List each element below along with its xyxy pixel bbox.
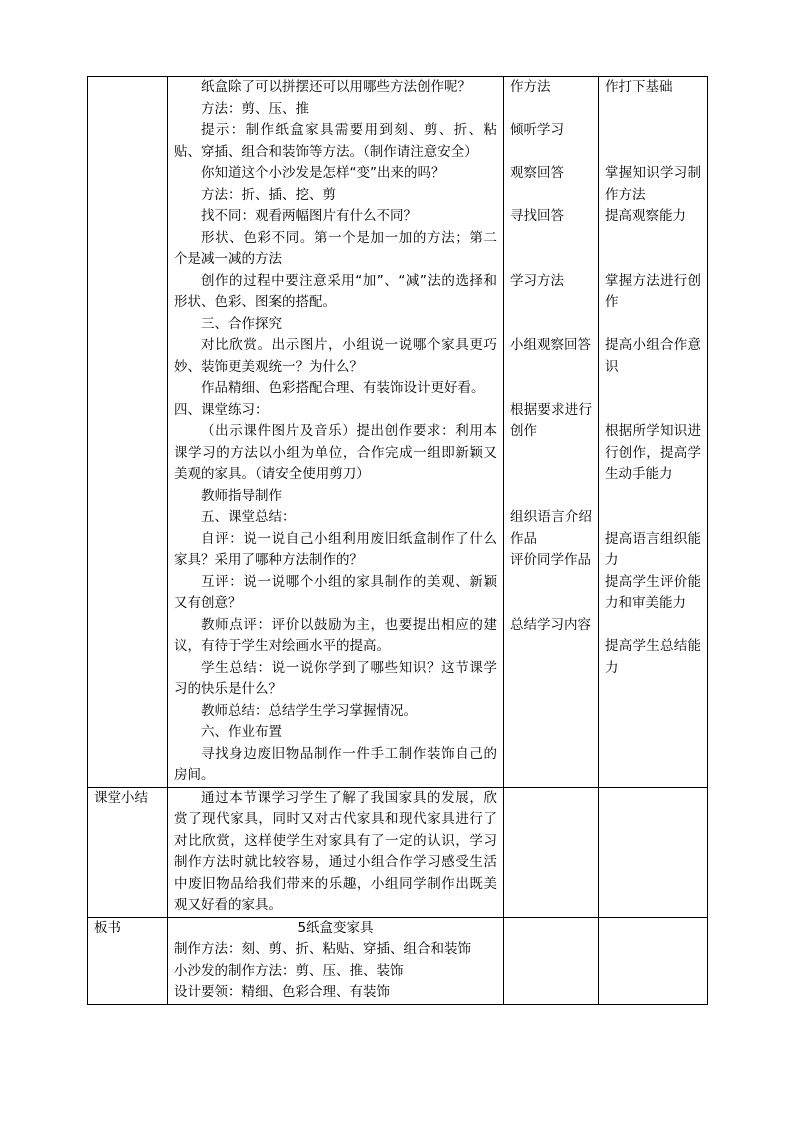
process-paragraph: 四、课堂练习： (174, 401, 269, 418)
spacer (510, 378, 592, 400)
spacer (605, 615, 701, 637)
summary-row (88, 787, 708, 917)
student-activity-item: 评价同学作品 (510, 552, 591, 568)
process-paragraph: 方法：剪、压、推 (201, 100, 309, 117)
student-activity-cell (504, 77, 599, 788)
process-paragraph: 寻找身边废旧物品制作一件手工制作装饰自己的房间。 (174, 745, 497, 783)
board-label: 板书 (88, 917, 168, 1004)
design-intent-item: 提高观察能力 (605, 208, 686, 224)
process-paragraph: 六、作业布置 (201, 724, 282, 740)
spacer (605, 249, 701, 271)
process-paragraph: 五、课堂总结： (201, 509, 296, 525)
spacer (510, 249, 592, 271)
process-paragraph: （出示课件图片及音乐）提出创作要求：利用本课学习的方法以小组为单位，合作完成一组即新颖又美观的家具。（请安全使用剪刀） (174, 423, 497, 482)
spacer (605, 314, 701, 336)
process-paragraph: 形状、色彩不同。第一个是加一加的方法；第二个是减一减的方法 (174, 229, 497, 267)
board-row (88, 917, 708, 1004)
process-row (88, 77, 708, 788)
spacer (605, 507, 701, 529)
student-activity-item: 寻找回答 (510, 208, 564, 224)
summary-empty-cell (504, 787, 599, 917)
design-intent-item: 提高小组合作意识 (605, 337, 701, 375)
process-main-cell (168, 77, 504, 788)
process-paragraph: 教师总结：总结学生学习掌握情况。 (201, 702, 417, 719)
design-intent-item: 掌握知识学习制作方法 (605, 165, 701, 203)
spacer (510, 486, 592, 508)
spacer (510, 314, 592, 336)
spacer (510, 464, 592, 486)
lesson-plan-table (87, 76, 708, 1005)
spacer (605, 120, 701, 142)
process-paragraph: 学生总结：说一说你学到了哪些知识？这节课学习的快乐是什么？ (174, 659, 497, 697)
board-empty-cell-2 (599, 917, 708, 1004)
design-intent-item: 根据所学知识进行创作，提高学生动手能力 (605, 423, 701, 482)
process-paragraph: 自评：说一说自己小组利用废旧纸盒制作了什么家具？采用了哪种方法制作的？ (174, 530, 497, 568)
spacer (510, 142, 592, 164)
spacer (510, 185, 592, 207)
board-line: 小沙发的制作方法：剪、压、推、装饰 (174, 962, 404, 979)
design-intent-item: 提高学生总结能力 (605, 638, 701, 676)
summary-text: 通过本节课学习学生了解了我国家具的发展，欣赏了现代家具，同时又对古代家具和现代家具进行了对比欣赏，这样使学生对家具有了一定的认识，学习制作方法时就比较容易，通过小组合作学习感受生活中废旧物品给我们带来的乐趣，小组同学制作出既美观又好看的家具。 (174, 789, 497, 913)
student-activity-item: 小组观察回答 (510, 337, 591, 353)
spacer (605, 99, 701, 121)
spacer (510, 443, 592, 465)
design-intent-item: 掌握方法进行创作 (605, 272, 701, 310)
process-paragraph: 提示：制作纸盒家具需要用到刻、剪、折、粘贴、穿插、组合和装饰等方法。（制作请注意安全） (174, 122, 497, 160)
design-intent-cell (599, 77, 708, 788)
board-empty-cell (504, 917, 599, 1004)
spacer (510, 357, 592, 379)
process-paragraph: 教师指导制作 (201, 487, 282, 504)
process-paragraph: 教师点评：评价以鼓励为主，也要提出相应的建议，有待于学生对绘画水平的提高。 (174, 616, 497, 654)
spacer (605, 378, 701, 400)
spacer (510, 593, 592, 615)
design-intent-item: 提高学生评价能力和审美能力 (605, 573, 701, 611)
student-activity-item: 观察回答 (510, 165, 564, 181)
student-activity-item: 倾听学习 (510, 122, 564, 138)
process-paragraph: 创作的过程中要注意采用“加”、“减”法的选择和形状、色彩、图案的搭配。 (174, 272, 497, 310)
board-cell (168, 917, 504, 1004)
student-activity-item: 学习方法 (510, 272, 564, 289)
process-paragraph: 互评：说一说哪个小组的家具制作的美观、新颖又有创意？ (174, 573, 497, 611)
student-activity-item: 作方法 (510, 79, 551, 95)
spacer (510, 228, 592, 250)
student-activity-item: 总结学习内容 (510, 616, 591, 633)
spacer (510, 99, 592, 121)
process-paragraph: 对比欣赏。出示图片，小组说一说哪个家具更巧妙、装饰更美观统一？为什么？ (174, 337, 497, 375)
process-paragraph: 方法：折、插、挖、剪 (201, 186, 336, 203)
spacer (605, 400, 701, 422)
process-paragraph: 三、合作探究 (201, 315, 282, 332)
spacer (605, 142, 701, 164)
board-line: 设计要领：精细、色彩合理、有装饰 (174, 984, 390, 1000)
spacer (605, 228, 701, 250)
process-paragraph: 纸盒除了可以拼摆还可以用哪些方法创作呢？ (201, 79, 471, 95)
summary-empty-cell-2 (599, 787, 708, 917)
spacer (605, 486, 701, 508)
student-activity-item: 根据要求进行创作 (510, 401, 592, 439)
board-title: 5纸盒变家具 (297, 919, 374, 936)
design-intent-item: 作打下基础 (605, 79, 673, 95)
spacer (510, 572, 592, 594)
process-paragraph: 找不同：观看两幅图片有什么不同？ (201, 208, 417, 224)
summary-label: 课堂小结 (88, 787, 168, 917)
process-label-cell (88, 77, 168, 788)
summary-cell (168, 787, 504, 917)
design-intent-item: 提高语言组织能力 (605, 530, 701, 568)
spacer (510, 292, 592, 314)
process-paragraph: 作品精细、色彩搭配合理、有装饰设计更好看。 (201, 380, 485, 396)
process-paragraph: 你知道这个小沙发是怎样“变”出来的吗？ (201, 165, 445, 181)
board-line: 制作方法：刻、剪、折、粘贴、穿插、组合和装饰 (174, 941, 471, 957)
student-activity-item: 组织语言介绍作品 (510, 509, 592, 547)
